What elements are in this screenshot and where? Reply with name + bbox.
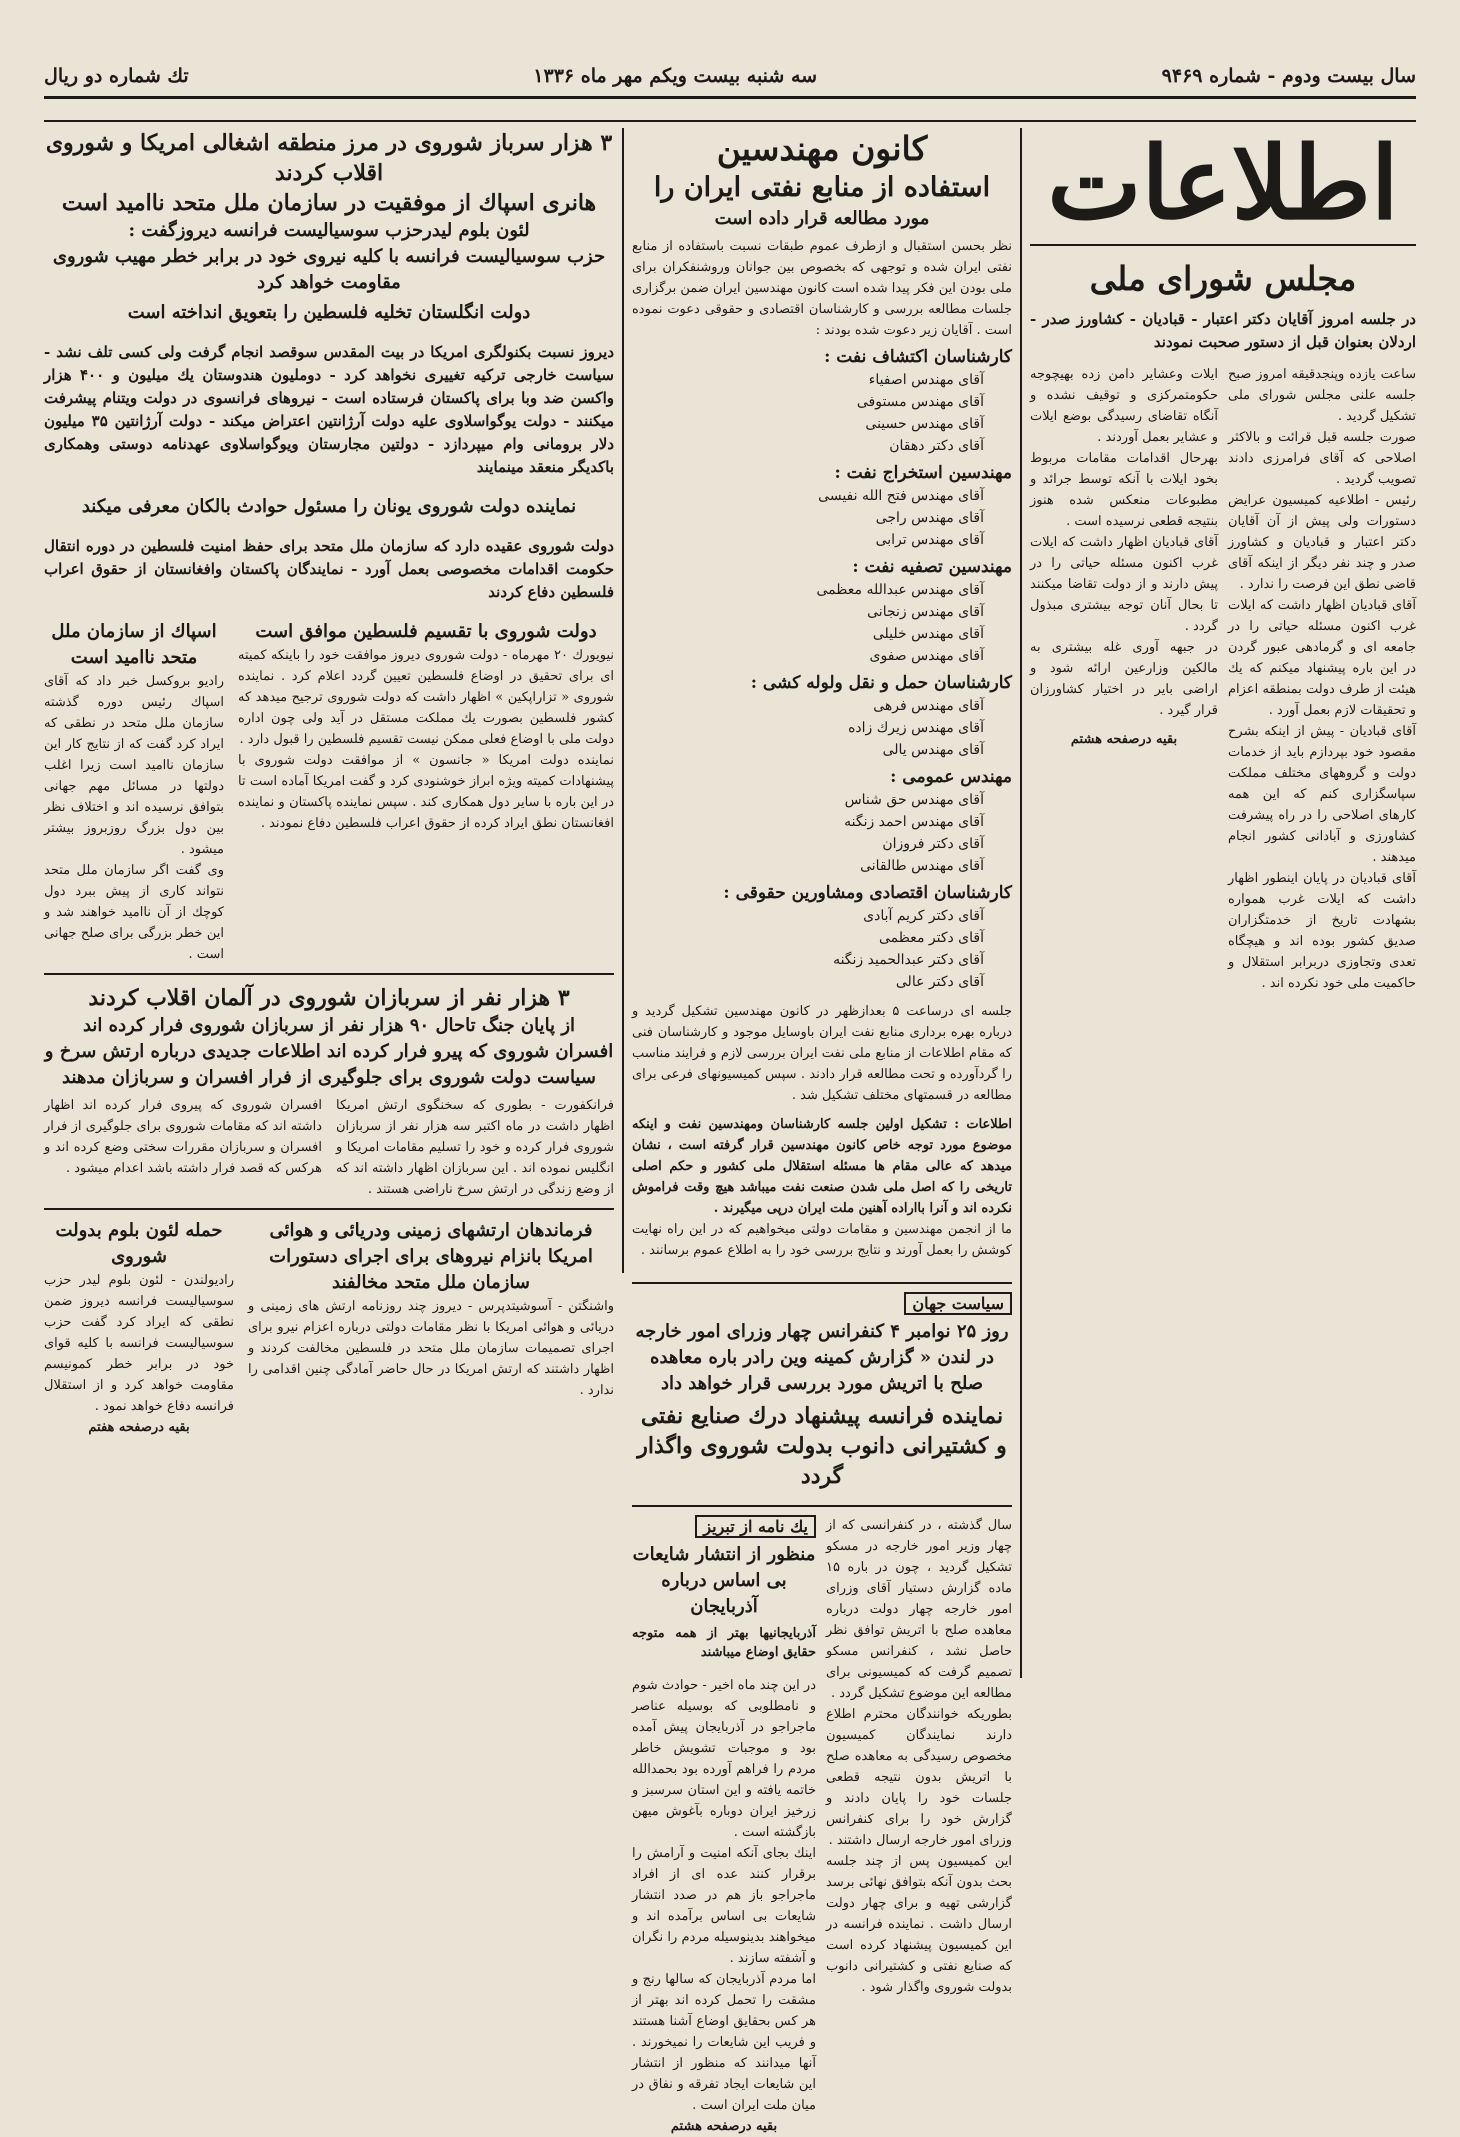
left-headline-10: افسران شوروى كه پيرو فرار كرده اند اطلاعات جديدى درباره ارتش سرخ و سياست دولت شوروى براى جلوگيرى از فرار افسران و سربازان مدهند — [44, 1041, 614, 1088]
top-line — [44, 62, 1416, 90]
paragraph: بطوريكه خوانندگان محترم اطلاع دارند نمايندگان كميسيون مخصوص رسيدگى به معاهده صلح با اتريش بدون نتيجه قطعى جلسات خود را پايان دادند و گزارش خود را براى كنفرانس وزراى امور خارجه ارسال داشتند . — [826, 1707, 1012, 1848]
masthead-rule — [44, 96, 1416, 122]
issue-number: سال بيست ودوم - شماره ۹۴۶۹ — [1161, 65, 1416, 87]
paragraph: صورت جلسه قبل قرائت و بالاكثر اصلاحى كه آقاى فرامرزى دادند تصويب گرديد . — [1228, 430, 1416, 487]
list-item: آقاى مهندس خليلى — [872, 626, 984, 642]
list-item: آقاى دكتر كريم آبادى — [863, 908, 984, 924]
list-item: آقاى مهندس فرهى — [873, 698, 984, 714]
paragraph: رئيس - اطلاعيه كميسيون عرايض دستورات ولى پيش از آن آقايان دكتر اعتبار و قباديان و كشاورز صدر و چند نفر ديگر از اينكه آقاى قاضى نطق اين فرصت را ندارد . — [1228, 493, 1416, 592]
left-headline-1: ۳ هزار سرباز شوروى در مرز منطقه اشغالى امريكا و شوروى — [45, 130, 613, 156]
paragraph: آقاى قباديان اظهار داشت كه ايلات غرب اكنون مسئله حياتى را در جامعه اى و گرمادهى عبور گردن در اين باره پيشنهاد ميكنم كه يك هيئت از طرف دولت بمنطقه اعزام و تحقيقات لازم بعمل آورد . — [1228, 598, 1416, 718]
masthead-logo: اطلاعات — [1047, 124, 1399, 242]
group-title: كارشناسان اقتصادى ومشاورين حقوقى : — [723, 883, 1012, 903]
list-item: آقاى مهندس ترابى — [875, 532, 984, 548]
engineers-subhead-2: مورد مطالعه قرار داده است — [714, 208, 930, 229]
left-bottom — [44, 1218, 614, 1438]
group-title: كارشناسان اكتشاف نفت : — [824, 347, 1012, 367]
tabriz-headline-2: آذربايجانيها بهتر از همه متوجه حقايق اوضاع ميباشند — [632, 1626, 816, 1660]
left-headline-9: از پايان جنگ تاحال ۹۰ هزار نفر از سربازان شوروى فرار كرده اند — [82, 1015, 576, 1036]
continued-note: بقيه درصفحه هشتم — [1070, 732, 1178, 747]
soviet-soldiers-story — [44, 1095, 614, 1200]
group-title: كارشناسان حمل و نقل ولوله كشى : — [750, 673, 1012, 693]
paragraph: نماينده دولت امريكا « جانسون » از موافقت دولت شوروى با پيشنهادات كميته ويژه ابراز خوشنودى كرد و گفت امريكا آماده است تا در اين باره با ساير دول همكارى كند . سپس نماينده پاكستان و نماينده افغانستان نطق ايراد كرده از حقوق اعراب فلسطين دفاع نمودند . — [238, 753, 614, 831]
group-title: مهندسين استخراج نفت : — [834, 463, 1012, 483]
left-column — [44, 128, 614, 2028]
issue-date: سه شنبه بيست ويكم مهر ماه ۱۳۳۶ — [533, 65, 818, 87]
name-list — [632, 369, 1012, 457]
left-two-col — [44, 619, 614, 965]
editorial-note-2: ما از انجمن مهندسين و مقامات دولتى ميخواهيم كه در اين راه نهايت كوشش را بعمل آورند و نتايج بررسى خود را به اطلاع عموم برسانند . — [632, 1222, 1012, 1258]
list-item: آقاى دكتر دهقان — [889, 438, 984, 454]
engineers-headline: كانون مهندسين — [716, 129, 928, 168]
list-item: آقاى دكتر عالى — [895, 974, 984, 990]
list-item: آقاى مهندس طالقانى — [860, 858, 984, 874]
issue-price: تك شماره دو ريال — [44, 65, 189, 87]
engineers-intro: نظر بحسن استقبال و ازطرف عموم طبقات نسبت باستفاده از منابع نفتى ايران شده و توجهى كه بخصوص بين جوانان وروشنفكران براى ملى بودن اين فكر پيدا شده است كانون مهندسين ايران ضمن برگزارى جلسات مطالعه بررسى و كارشناسان اقتصادى و حقوقى دعوت نموده است . آقايان زير دعوت شده بودند : — [632, 239, 1012, 338]
editorial-note: اطلاعات : تشكيل اولين جلسه كارشناسان ومهندسين نفت و اينكه موضوع مورد توجه خاص كانون مهندسين قرار گرفته است ، نشان ميدهد كه عالى مقام ها مسئله استقلال ملى كشور و حكم اصلى تاريخى را كه اصل ملى شدن صنعت نفت ميباشد هيچ وقت فراموش نكرده اند و آنرا بااراده آهنين ملت ايران درپى ميگيرند . — [632, 1117, 1012, 1216]
paragraph: راديو بروكسل خبر داد كه آقاى اسپاك رئيس دوره گذشته سازمان ملل متحد در نطقى كه ايراد كرد گفت كه از نتايج كار اين سازمان نااميد است زيرا اغلب دولتها در مسائل مهم جهانى بتوافق نرسيده اند و اختلاف نظر بين دول بزرگ روزبروز بيشتر ميشود . — [44, 674, 224, 857]
list-item: آقاى مهندس راجى — [875, 510, 984, 526]
world-headline-1: روز ۲۵ نوامبر ۴ كنفرانس چهار وزراى امور خارجه در لندن « گزارش كمينه وين رادر باره معاهده صلح با اتريش مورد بررسى قرار خواهد داد — [635, 1321, 1009, 1394]
palestine-story — [238, 619, 614, 965]
left-headline-8: ۳ هزار نفر از سربازان شوروى در آلمان اقلاب كردند — [88, 985, 570, 1011]
paragraph: آقاى قباديان اظهار داشت كه ايلات غرب اكنون مسئله حياتى را در پيش دارند و از دولت تقاضا ميكنند تا بحال آنان توجه بيشترى مبذول گردد . — [1030, 535, 1218, 634]
paragraph: اينك بجاى آنكه امنيت و آرامش را برقرار كنند عده اى از افراد ماجراجو باز هم در صدد انتشار شايعات بى اساس برآمده اند و ميخواهند بدينوسيله مردم را نگران و آشفته سازند . — [632, 1846, 816, 1966]
spaak-story — [44, 619, 224, 965]
paragraph: واشنگتن - آسوشيتدپرس - ديروز چند روزنامه ارتش هاى زمينى و دريائى و هوائى امريكا با نظر مقامات دولتى درباره اعزام نيرو براى اجراى تصميمات سازمان ملل متحد در فلسطين مخالفت كردند و اظهار داشتند كه ارتش امريكا در حال حاضر آمادگى چنين اقدامى را ندارد . — [248, 1299, 614, 1398]
left-headline-12: فرماندهان ارتشهاى زمينى ودريائى و هوائى امريكا بانزام نيروهاى براى اجراى دستورات سازمان ملل متحد مخالفند — [269, 1220, 593, 1293]
blum-story — [44, 1218, 234, 1438]
name-list — [632, 579, 1012, 667]
paragraph: آقاى قباديان - پيش از اينكه بشرح مقصود خود بپردازم بايد از خدمات دولت و گروههاى مختلف مملكت سپاسگزارى كنم كه اين همه كارهاى اصلاحى را در راه پيشرفت كشاورزى و آبادانى كشور انجام ميدهند . — [1228, 724, 1416, 865]
continued-note: بقيه درصفحه هفتم — [88, 1420, 190, 1435]
name-list — [632, 789, 1012, 877]
world-politics-text — [826, 1515, 1012, 2025]
list-item: آقاى مهندس زنجانى — [867, 604, 984, 620]
column-divider — [1020, 128, 1022, 1678]
list-item: آقاى دكتر فروزان — [882, 836, 984, 852]
paragraph: آقاى قباديان در پايان اينطور اظهار داشت كه ايلات غرب همواره بشهادت تاريخ از خدمتگزاران صديق كشور بوده اند و هيچگاه تعدى وتجاوزى دربرابر استقلال و حاكميت ملى خود نكرده اند . — [1228, 871, 1416, 991]
paragraph: در اين چند ماه اخير - حوادث شوم و نامطلوبى كه بوسيله عناصر ماجراجو در آذربايجان پيش آمده بود و موجبات تشويش خاطر مردم را فراهم آورده بود بحمدالله خاتمه يافته و اين استان سرسبز و زرخيز ايران دوباره بآغوش ميهن بازگشته است . — [632, 1678, 816, 1840]
paragraph: وى گفت اگر سازمان ملل متحد نتواند كارى از پيش ببرد دول كوچك از آن نااميد خواهند شد و اين خطر بزرگى براى صلح جهانى است . — [44, 863, 224, 962]
column-divider — [622, 128, 624, 1273]
left-headline-11: حمله لئون بلوم بدولت شوروى — [55, 1220, 223, 1267]
list-item: آقاى مهندس اصفياء — [868, 372, 984, 388]
continued-note: بقيه درصفحه هشتم — [670, 2119, 778, 2134]
engineers-subhead: استفاده از منابع نفتى ايران را — [653, 172, 991, 203]
list-item: آقاى دكتر معظمى — [878, 930, 984, 946]
paragraph: راديولندن - لئون بلوم ليدر حزب سوسياليست فرانسه ديروز ضمن نطقى كه ايراد كرد گفت حزب سوسياليست فرانسه با كليه قواى خود در برابر خطر كمونيسم مقاومت خواهد كرد و از استقلال فرانسه دفاع خواهد نمود . — [44, 1273, 234, 1414]
group-title: مهندسين تصفيه نفت : — [852, 557, 1012, 577]
parliament-inset-text — [1030, 364, 1218, 994]
left-headline-1b: اقلاب كردند — [274, 160, 384, 186]
parliament-headline: مجلس شوراى ملى — [1089, 259, 1357, 298]
world-politics-section — [632, 1292, 1012, 1552]
paragraph: سال گذشته ، در كنفرانسى كه از چهار وزير امور خارجه در مسكو تشكيل گرديد ، چون در باره ۱۵ ماده گزارش دستيار آقاى وزراى امور خارجه چهار دولت درباره معاهده صلح با اتريش توافق نظر حاصل نشد ، كنفرانس مسكو تصميم گرفت كه كميسيونى براى مطالعه اين موضوع تشكيل گردد . — [826, 1518, 1012, 1701]
engineers-closing: جلسه اى درساعت ۵ بعدازظهر در كانون مهندسين تشكيل گرديد و درباره بهره بردارى منابع نفت ايران باوسايل موجود و كارشناسان فنى كه مقام اطلاعات از منابع ملى نفت ايران بررسى لازم و فرايند مناسب را گردآورده و تحت مطالعه قرار دادند . سپس كميسيونهاى فرعى براى مطالعه در قسمتهاى مختلف تشكيل شد . — [632, 1004, 1012, 1103]
paragraph: افسران شوروى كه پيروى فرار كرده اند اظهار داشته اند كه مقامات شوروى براى جلوگيرى از فرار افسران و سربازان مقررات سختى وضع كرده اند و هركس كه قصد فرار داشته باشد اعدام ميشود . — [44, 1098, 322, 1176]
list-item: آقاى مهندس حق شناس — [844, 792, 984, 808]
tabriz-headline-1: منظور از انتشار شايعات بى اساس درباره آذربايجان — [632, 1544, 816, 1617]
left-headline-2: هانرى اسپاك از موفقيت در سازمان ملل متحد نااميد است — [61, 190, 597, 216]
group-title: مهندس عمومى : — [890, 767, 1012, 787]
middle-column — [632, 128, 1012, 1273]
list-item: آقاى مهندس عبدالله معظمى — [816, 582, 984, 598]
name-list — [632, 695, 1012, 761]
right-column — [1030, 124, 1416, 2028]
world-headline-2: نماينده فرانسه پيشنهاد درك صنايع نفتى و كشتيرانى دانوب بدولت شوروى واگذار گردد — [637, 1403, 1007, 1489]
paragraph: بهرحال اقدامات مقامات مربوط بخود ايلات با آنكه توسط جرائد و مطبوعات منعكس شده هنوز بنتيجه قطعى نرسيده است . — [1030, 451, 1218, 529]
list-item: آقاى مهندس حسينى — [865, 416, 984, 432]
left-headline-4: حزب سوسياليست فرانسه با كليه نيروى خود در برابر خطر مهيب شوروى مقاومت خواهد كرد — [52, 246, 606, 293]
section-divider — [632, 1505, 1012, 1507]
paragraph: اما مردم آذربايجان كه سالها رنج و مشقت را تحمل كرده اند بهتر از هر كس بحقايق اوضاع آشنا هستند و فريب اين شايعات را نميخورند . آنها ميدانند كه منظور از انتشار اين شايعات ايجاد تفرقه و نفاق در ميان ملت ايران است . — [632, 1972, 816, 2113]
paragraph: ساعت يازده وپنجدقيقه امروز صبح جلسه علنى مجلس شوراى ملى تشكيل گرديد . — [1228, 367, 1416, 424]
sub-headline: اسپاك از سازمان ملل متحد نااميد است — [51, 621, 217, 668]
sub-headline: دولت شوروى با تقسيم فلسطين موافق است — [255, 621, 597, 642]
army-story — [248, 1218, 614, 1438]
paragraph: نيويورك ۲۰ مهرماه - دولت شوروى ديروز موافقت خود را باينكه كميته اى براى تحقيق در اوضاع فلسطين تعيين گردد اعلام كرد . نماينده شوروى « تزاراپكين » اظهار داشت كه دولت شوروى ترجيح ميدهد كه كشور فلسطين بصورت يك مملكت مستقل در آيد ولى چون اداره دولت ملى با اوضاع فعلى ممكن نيست تقسيم فلسطين را قبول دارد . — [238, 648, 614, 747]
section-label: سياست جهان — [904, 1292, 1012, 1315]
list-item: آقاى مهندس مستوفى — [856, 394, 984, 410]
list-item: آقاى مهندس احمد زنگنه — [844, 814, 984, 830]
name-list — [632, 485, 1012, 551]
paragraph: در جبهه آورى غله بيشترى به مالكين وزارعين ارائه شود و اراضى باير در اختيار كشاورزان قرار گيرد . — [1030, 640, 1218, 718]
list-item: آقاى مهندس صفوى — [869, 648, 984, 664]
list-item: آقاى مهندس يالى — [882, 742, 984, 758]
name-list — [632, 905, 1012, 993]
list-item: آقاى مهندس زيرك زاده — [848, 720, 984, 736]
left-headline-3: لئون بلوم ليدرحزب سوسياليست فرانسه ديروزگفت : — [128, 220, 530, 241]
section-label: يك نامه از تبريز — [695, 1515, 816, 1538]
left-lead: ديروز نسبت بكنولگرى امريكا در بيت المقدس سوقصد انجام گرفت ولى كسى تلف نشد - سياست خارجى تركيه تغييرى نخواهد كرد - دومليون هندوستان يك ميليون و ۴۰۰ هزار واكسن ضد وبا براى پاكستان فرستاده است - نيروهاى فرانسوى در دولت ويتنام پيشرفت ميكنند - دولت يوگواسلاوى عليه دولت آرژانتين اعتراض ميكند - دولت آرژانتين ۳۵ ميليون دلار برومانى وام ميپردازد - دولتين مجارستان ويوگواسلاوى عهدنامه دوستى وهمكارى باكديگر منعقد مينمايند — [44, 343, 614, 476]
parliament-subhead: در جلسه امروز آقايان دكتر اعتبار - قباديان - كشاورز صدر - اردلان بعنوان قبل از دستور صحبت نمودند — [1030, 310, 1416, 351]
paragraph: اين كميسيون پس از چند جلسه بحث بدون آنكه بتوافق نهائى برسد گزارشى تهيه و براى چهار دولت ارسال داشت . نماينده فرانسه در اين كميسيون پيشنهاد كرده است كه صنايع نفتى و كشتيرانى دانوب بدولت شوروى واگذار شود . — [826, 1854, 1012, 1995]
left-headline-5: دولت انگلستان تخليه فلسطين را بتعويق انداخته است — [127, 302, 531, 323]
list-item: آقاى مهندس فتح الله نفيسى — [818, 488, 984, 504]
paragraph: فرانكفورت - بطورى كه سخنگوى ارتش امريكا اظهار داشت در ماه اكتبر سه هزار نفر از سربازان شوروى فرار كرده و خود را تسليم مقامات امريكا و انگليس نموده اند . اين سربازان اظهار داشته اند كه از وضع زندگى در ارتش سرخ ناراضى هستند . — [336, 1098, 614, 1197]
paragraph: ايلات وعشاير دامن زده بهيچوجه حكومتمركزى و توقيف نشده و آنگاه تقاضاى رسيدگى بوضع ايلات و عشاير بعمل آوردند . — [1030, 367, 1218, 445]
list-item: آقاى دكتر عبدالحميد زنگنه — [833, 952, 984, 968]
left-headline-6: نماينده دولت شوروى يونان را مسئول حوادث بالكان معرفى ميكند — [81, 496, 577, 517]
parliament-main-text — [1228, 364, 1416, 994]
section-divider — [632, 1282, 1012, 1284]
left-headline-7: دولت شوروى عقيده دارد كه سازمان ملل متحد براى حفظ امنيت فلسطين در دوره انتقال حكومت اقدامات مخصوصى بعمل آورد - نمايندگان پاكستان وافغانستان از حقوق اعراب فلسطين دفاع كردند — [44, 537, 614, 601]
tabriz-section — [632, 1515, 816, 2134]
